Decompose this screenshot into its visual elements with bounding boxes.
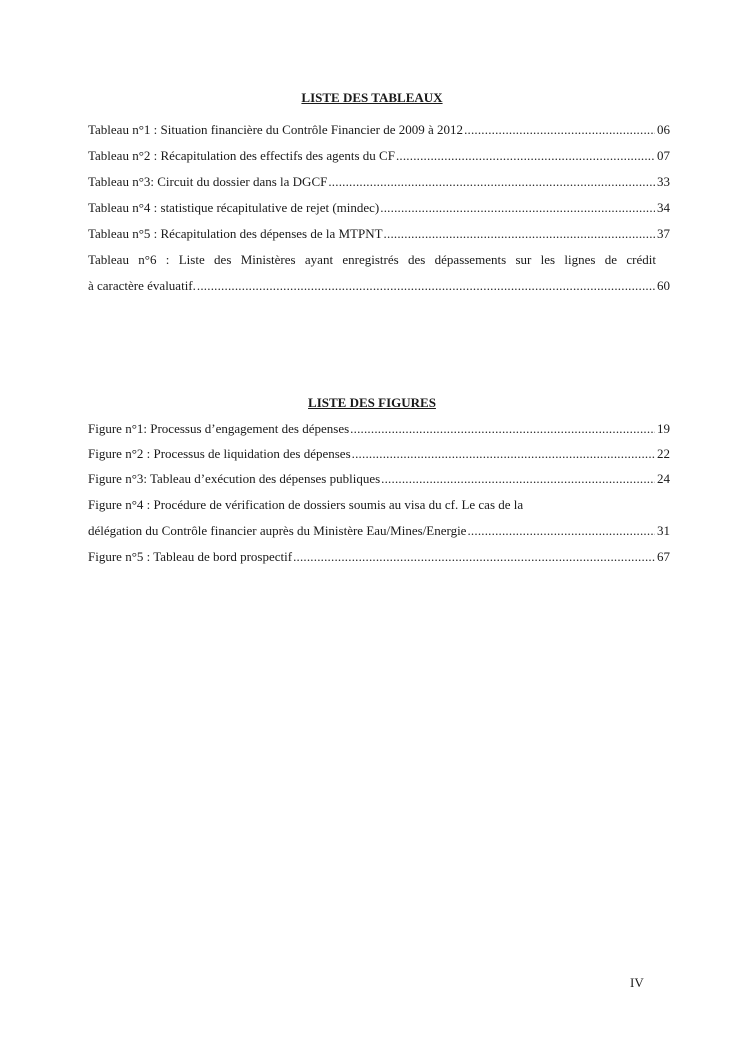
tables-heading: LISTE DES TABLEAUX: [301, 90, 443, 105]
table-entry-page: 07: [657, 148, 670, 163]
table-entry-4[interactable]: [88, 199, 670, 217]
figure-entry-label: Figure n°2 : Processus de liquidation des dépenses: [88, 446, 351, 461]
table-entry-label: Tableau n°3: Circuit du dossier dans la DGCF: [88, 174, 328, 189]
dot-leader: [380, 199, 655, 217]
table-entry-page: 60: [657, 278, 670, 293]
table-entry-1[interactable]: [88, 121, 670, 139]
table-entry-page: 06: [657, 122, 670, 137]
table-entry-label: Tableau n°4 : statistique récapitulative de rejet (mindec): [88, 200, 380, 215]
dot-leader: [467, 522, 655, 540]
table-entry-6-line1[interactable]: Tableau n°6 : Liste des Ministères ayant enregistrés des dépassements sur les lignes de crédit: [88, 252, 656, 267]
figure-entry-3[interactable]: [88, 470, 670, 488]
figure-entry-page: 22: [657, 446, 670, 461]
figure-entry-page: 31: [657, 523, 670, 538]
figures-heading: LISTE DES FIGURES: [308, 395, 436, 410]
table-entry-label: Tableau n°1 : Situation financière du Contrôle Financier de 2009 à 2012: [88, 122, 464, 137]
page-number: IV: [630, 975, 644, 990]
figure-entry-page: 19: [657, 421, 670, 436]
table-entry-5[interactable]: [88, 225, 670, 243]
table-entry-page: 34: [657, 200, 670, 215]
figure-entry-page: 67: [657, 549, 670, 564]
figure-entry-2[interactable]: [88, 445, 670, 463]
dot-leader: [464, 121, 655, 139]
dot-leader: [396, 147, 655, 165]
table-entry-2[interactable]: [88, 147, 670, 165]
figure-entry-label: Figure n°3: Tableau d’exécution des dépenses publiques: [88, 471, 381, 486]
figure-entry-label: Figure n°1: Processus d’engagement des dépenses: [88, 421, 350, 436]
dot-leader: [352, 445, 655, 463]
figure-entry-1[interactable]: [88, 420, 670, 438]
dot-leader: [350, 420, 655, 438]
table-entry-3[interactable]: [88, 173, 670, 191]
figure-entry-5[interactable]: [88, 548, 670, 566]
dot-leader: [381, 470, 655, 488]
dot-leader: [293, 548, 655, 566]
table-entry-label: Tableau n°5 : Récapitulation des dépenses de la MTPNT: [88, 226, 383, 241]
dot-leader: [197, 277, 655, 295]
table-entry-6[interactable]: [88, 277, 670, 295]
dot-leader: [328, 173, 655, 191]
dot-leader: [384, 225, 655, 243]
figure-entry-4[interactable]: [88, 522, 670, 540]
figure-entry-4-line1[interactable]: Figure n°4 : Procédure de vérification de dossiers soumis au visa du cf. Le cas de la: [88, 497, 524, 512]
figure-entry-label: Figure n°5 : Tableau de bord prospectif: [88, 549, 293, 564]
table-entry-label: Tableau n°2 : Récapitulation des effectifs des agents du CF: [88, 148, 395, 163]
table-entry-page: 33: [657, 174, 670, 189]
table-entry-page: 37: [657, 226, 670, 241]
table-entry-label: à caractère évaluatif.: [88, 278, 196, 293]
figure-entry-page: 24: [657, 471, 670, 486]
figure-entry-label: délégation du Contrôle financier auprès du Ministère Eau/Mines/Energie: [88, 523, 467, 538]
